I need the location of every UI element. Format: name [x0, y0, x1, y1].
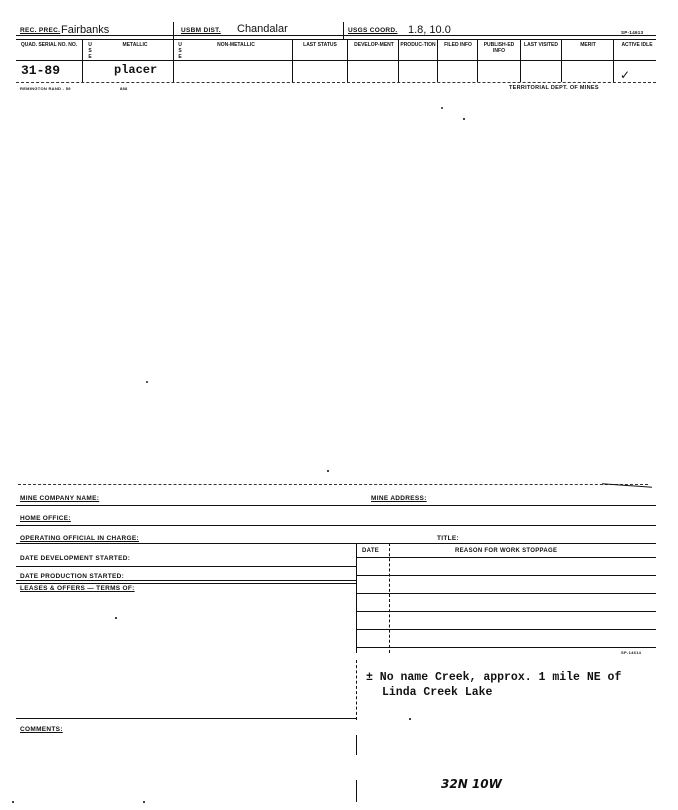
- col-metallic: METALLIC: [122, 42, 148, 48]
- handwritten-coordinates: 32N 10W: [441, 777, 502, 791]
- footer-strip-left-code: 888: [120, 86, 128, 91]
- rec-prec-value: Fairbanks: [61, 24, 110, 36]
- footer-strip-left: REMINGTON RAND - 59: [20, 86, 71, 91]
- operating-official-label: OPERATING OFFICIAL IN CHARGE:: [20, 535, 139, 542]
- form-number-2: SP-14614: [621, 650, 642, 655]
- metallic-value: placer: [114, 63, 158, 77]
- leases-offers-label: LEASES & OFFERS — TERMS OF:: [20, 585, 135, 592]
- col-last-status: LAST STATUS: [303, 42, 337, 48]
- col-use-1: U S E: [88, 42, 92, 60]
- col-production: PRODUC-TION: [400, 42, 436, 48]
- title-label: TITLE:: [437, 535, 460, 542]
- stoppage-reason-header: REASON FOR WORK STOPPAGE: [455, 548, 558, 554]
- rec-prec-label: REC. PREC.: [20, 27, 61, 34]
- mine-company-name-label: MINE COMPANY NAME:: [20, 495, 100, 502]
- quad-serial-value: 31-89: [21, 63, 61, 78]
- footer-strip-right: TERRITORIAL DEPT. OF MINES: [509, 85, 599, 91]
- col-merit: MERIT: [580, 42, 596, 48]
- home-office-label: HOME OFFICE:: [20, 515, 71, 522]
- col-development: DEVELOP-MENT: [354, 42, 394, 48]
- usbm-dist-value: Chandalar: [237, 23, 288, 35]
- active-checkmark: ✓: [620, 68, 631, 82]
- usgs-coord-label: USGS COORD.: [348, 27, 398, 34]
- usbm-dist-label: USBM DIST.: [181, 27, 221, 34]
- col-active-idle: ACTIVE IDLE: [621, 42, 653, 48]
- col-published-info: PUBLISH-ED INFO: [483, 42, 515, 54]
- date-development-label: DATE DEVELOPMENT STARTED:: [20, 555, 131, 562]
- col-quad-serial: QUAD. SERIAL NO. NO.: [20, 42, 78, 48]
- col-filed-info: FILED INFO: [444, 42, 472, 48]
- location-note: [366, 670, 621, 700]
- col-non-metallic: NON-METALLIC: [217, 42, 255, 48]
- stoppage-date-header: DATE: [362, 548, 380, 554]
- date-production-label: DATE PRODUCTION STARTED:: [20, 573, 125, 580]
- form-number: SP-14613: [621, 30, 644, 35]
- col-use-2: U S E: [178, 42, 182, 60]
- comments-label: COMMENTS:: [20, 726, 63, 733]
- usgs-coord-value: 1.8, 10.0: [408, 24, 451, 36]
- location-note-line-1: ± No name Creek, approx. 1 mile NE of: [366, 671, 622, 684]
- location-note-line-2: Linda Creek Lake: [382, 686, 493, 699]
- mine-address-label: MINE ADDRESS:: [371, 495, 427, 502]
- col-last-visited: LAST VISITED: [524, 42, 558, 48]
